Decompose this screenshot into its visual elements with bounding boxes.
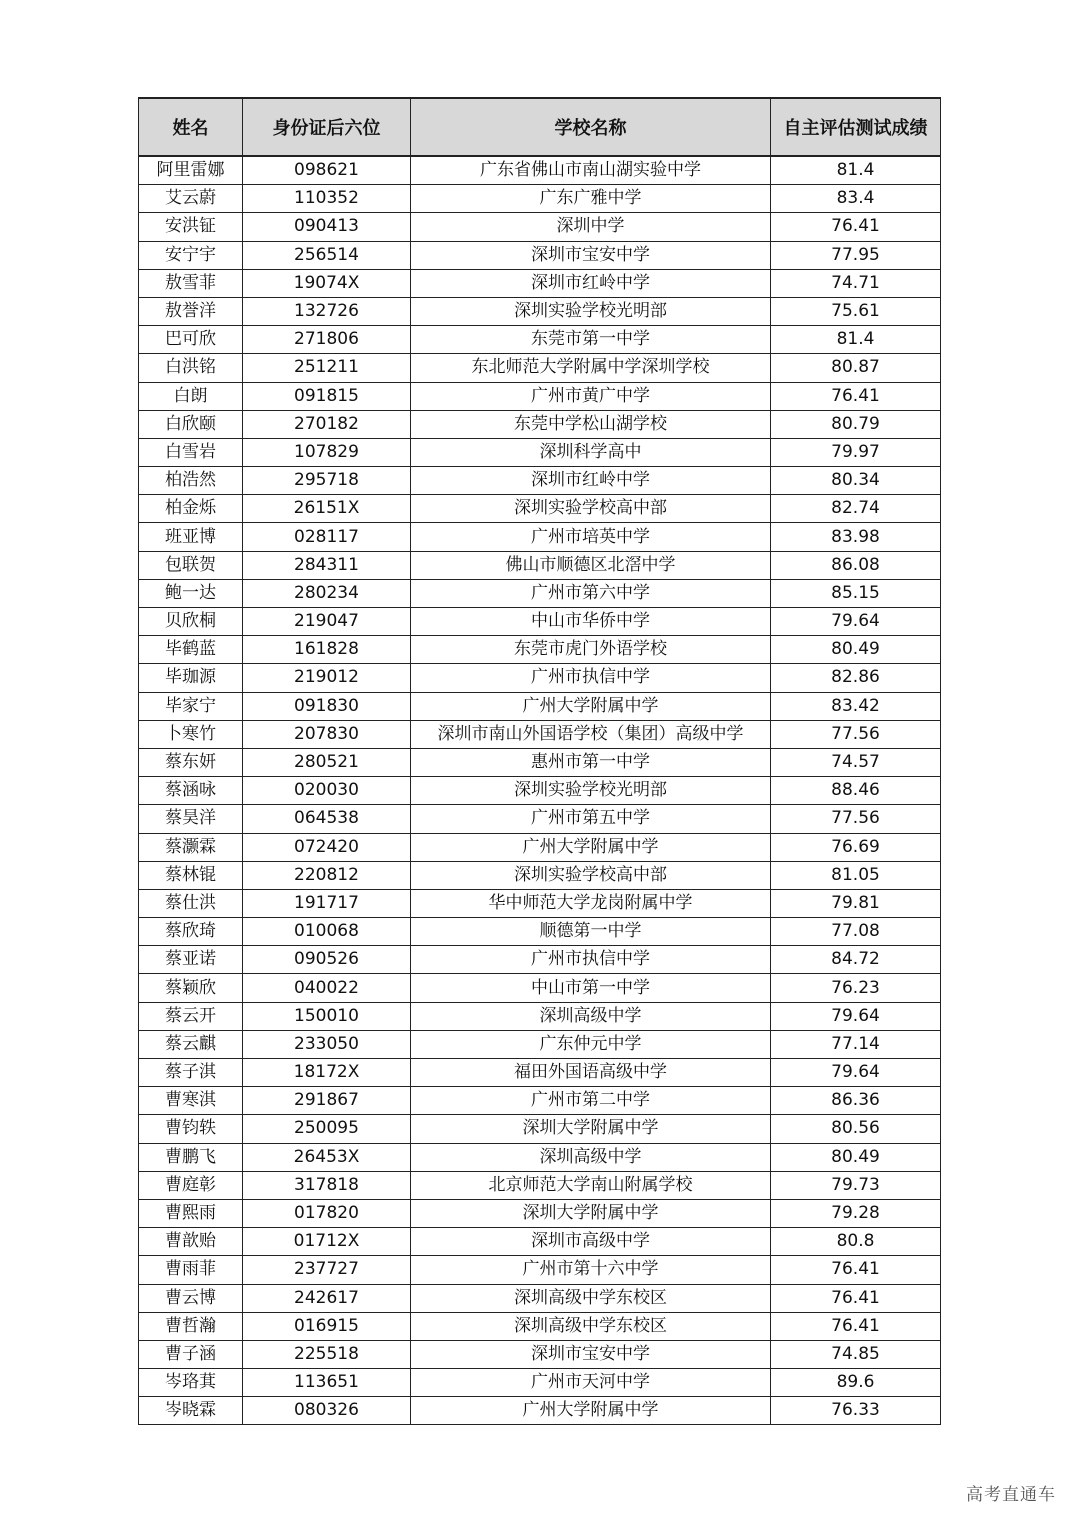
cell-school-name: 深圳科学高中	[411, 438, 771, 466]
cell-school-name: 深圳市宝安中学	[411, 241, 771, 269]
cell-name: 曹熙雨	[139, 1199, 243, 1227]
cell-id-last-six: 161828	[243, 636, 411, 664]
table-row	[139, 467, 941, 495]
cell-score: 76.41	[771, 1312, 941, 1340]
cell-score: 77.95	[771, 241, 941, 269]
cell-school-name: 深圳实验学校高中部	[411, 495, 771, 523]
cell-school-name: 东莞市虎门外语学校	[411, 636, 771, 664]
table-row	[139, 946, 941, 974]
cell-school-name: 深圳市红岭中学	[411, 467, 771, 495]
table-row	[139, 1340, 941, 1368]
table-row	[139, 354, 941, 382]
table-row	[139, 1199, 941, 1227]
cell-id-last-six: 280234	[243, 579, 411, 607]
cell-score: 77.08	[771, 918, 941, 946]
cell-school-name: 深圳高级中学	[411, 1143, 771, 1171]
cell-name: 曹子涵	[139, 1340, 243, 1368]
cell-school-name: 中山市第一中学	[411, 974, 771, 1002]
cell-school-name: 广东广雅中学	[411, 185, 771, 213]
cell-id-last-six: 219012	[243, 664, 411, 692]
table-row	[139, 241, 941, 269]
cell-id-last-six: 191717	[243, 889, 411, 917]
cell-name: 白欣颐	[139, 410, 243, 438]
cell-school-name: 深圳市高级中学	[411, 1228, 771, 1256]
cell-name: 蔡云麒	[139, 1030, 243, 1058]
cell-score: 74.85	[771, 1340, 941, 1368]
cell-score: 82.74	[771, 495, 941, 523]
cell-school-name: 广州市执信中学	[411, 664, 771, 692]
table-row	[139, 974, 941, 1002]
cell-score: 83.42	[771, 692, 941, 720]
header-name: 姓名	[139, 98, 243, 156]
cell-id-last-six: 317818	[243, 1171, 411, 1199]
cell-name: 巴可欣	[139, 326, 243, 354]
cell-name: 安洪钲	[139, 213, 243, 241]
cell-score: 86.36	[771, 1087, 941, 1115]
table-row	[139, 410, 941, 438]
table-row	[139, 889, 941, 917]
cell-score: 80.49	[771, 1143, 941, 1171]
cell-score: 76.69	[771, 833, 941, 861]
table-row	[139, 1059, 941, 1087]
cell-school-name: 深圳高级中学	[411, 1002, 771, 1030]
cell-school-name: 广州市黄广中学	[411, 382, 771, 410]
cell-score: 79.28	[771, 1199, 941, 1227]
cell-name: 蔡亚诺	[139, 946, 243, 974]
cell-school-name: 广州市第五中学	[411, 805, 771, 833]
cell-id-last-six: 016915	[243, 1312, 411, 1340]
table-row	[139, 213, 941, 241]
table-row	[139, 1030, 941, 1058]
cell-name: 白朗	[139, 382, 243, 410]
cell-id-last-six: 091830	[243, 692, 411, 720]
cell-school-name: 广州大学附属中学	[411, 1397, 771, 1425]
table-row	[139, 382, 941, 410]
cell-id-last-six: 18172X	[243, 1059, 411, 1087]
cell-id-last-six: 107829	[243, 438, 411, 466]
header-id-last-six: 身份证后六位	[243, 98, 411, 156]
cell-name: 曹雨菲	[139, 1256, 243, 1284]
cell-name: 艾云蔚	[139, 185, 243, 213]
cell-school-name: 广州大学附属中学	[411, 833, 771, 861]
cell-name: 曹歆贻	[139, 1228, 243, 1256]
table-row	[139, 1284, 941, 1312]
cell-score: 86.08	[771, 551, 941, 579]
cell-id-last-six: 250095	[243, 1115, 411, 1143]
header-school-name: 学校名称	[411, 98, 771, 156]
cell-id-last-six: 271806	[243, 326, 411, 354]
table-row	[139, 720, 941, 748]
cell-score: 79.73	[771, 1171, 941, 1199]
cell-name: 班亚博	[139, 523, 243, 551]
table-row	[139, 579, 941, 607]
cell-score: 81.4	[771, 156, 941, 185]
cell-name: 蔡子淇	[139, 1059, 243, 1087]
cell-school-name: 深圳中学	[411, 213, 771, 241]
cell-id-last-six: 080326	[243, 1397, 411, 1425]
cell-school-name: 东莞市第一中学	[411, 326, 771, 354]
cell-school-name: 中山市华侨中学	[411, 608, 771, 636]
table-row	[139, 1256, 941, 1284]
cell-name: 柏金烁	[139, 495, 243, 523]
cell-school-name: 广州市执信中学	[411, 946, 771, 974]
cell-name: 蔡林锟	[139, 861, 243, 889]
cell-name: 曹寒淇	[139, 1087, 243, 1115]
cell-score: 76.23	[771, 974, 941, 1002]
cell-school-name: 深圳实验学校光明部	[411, 297, 771, 325]
cell-score: 83.98	[771, 523, 941, 551]
table-row	[139, 861, 941, 889]
table-row	[139, 1115, 941, 1143]
cell-name: 敖誉洋	[139, 297, 243, 325]
cell-school-name: 深圳市红岭中学	[411, 269, 771, 297]
table-row	[139, 156, 941, 185]
cell-school-name: 广州市培英中学	[411, 523, 771, 551]
table-row	[139, 1397, 941, 1425]
cell-id-last-six: 150010	[243, 1002, 411, 1030]
cell-school-name: 福田外国语高级中学	[411, 1059, 771, 1087]
cell-school-name: 广州市第二中学	[411, 1087, 771, 1115]
cell-score: 74.57	[771, 748, 941, 776]
cell-id-last-six: 028117	[243, 523, 411, 551]
cell-id-last-six: 26453X	[243, 1143, 411, 1171]
cell-name: 岑晓霖	[139, 1397, 243, 1425]
cell-id-last-six: 090526	[243, 946, 411, 974]
cell-score: 83.4	[771, 185, 941, 213]
cell-name: 蔡涵咏	[139, 777, 243, 805]
table-header	[139, 98, 941, 156]
table-row	[139, 805, 941, 833]
cell-score: 80.56	[771, 1115, 941, 1143]
cell-score: 80.8	[771, 1228, 941, 1256]
table-row	[139, 438, 941, 466]
cell-score: 81.05	[771, 861, 941, 889]
cell-name: 蔡灏霖	[139, 833, 243, 861]
cell-name: 鲍一达	[139, 579, 243, 607]
cell-school-name: 深圳市宝安中学	[411, 1340, 771, 1368]
cell-id-last-six: 242617	[243, 1284, 411, 1312]
table-row	[139, 833, 941, 861]
cell-name: 贝欣桐	[139, 608, 243, 636]
cell-school-name: 深圳大学附属中学	[411, 1199, 771, 1227]
table-row	[139, 1228, 941, 1256]
table-row	[139, 1087, 941, 1115]
cell-name: 毕珈源	[139, 664, 243, 692]
cell-score: 77.56	[771, 720, 941, 748]
table-row	[139, 1002, 941, 1030]
cell-score: 77.14	[771, 1030, 941, 1058]
cell-score: 76.41	[771, 213, 941, 241]
cell-name: 蔡颖欣	[139, 974, 243, 1002]
cell-id-last-six: 256514	[243, 241, 411, 269]
table-body	[139, 156, 941, 1425]
cell-score: 82.86	[771, 664, 941, 692]
table-row	[139, 608, 941, 636]
table-row	[139, 1369, 941, 1397]
cell-name: 蔡欣琦	[139, 918, 243, 946]
cell-id-last-six: 251211	[243, 354, 411, 382]
cell-school-name: 北京师范大学南山附属学校	[411, 1171, 771, 1199]
cell-school-name: 顺德第一中学	[411, 918, 771, 946]
table-row	[139, 1143, 941, 1171]
cell-score: 80.49	[771, 636, 941, 664]
cell-score: 76.41	[771, 1256, 941, 1284]
cell-id-last-six: 207830	[243, 720, 411, 748]
table-row	[139, 326, 941, 354]
cell-id-last-six: 098621	[243, 156, 411, 185]
cell-name: 曹云博	[139, 1284, 243, 1312]
cell-score: 81.4	[771, 326, 941, 354]
cell-name: 卜寒竹	[139, 720, 243, 748]
cell-id-last-six: 072420	[243, 833, 411, 861]
cell-id-last-six: 064538	[243, 805, 411, 833]
cell-id-last-six: 280521	[243, 748, 411, 776]
cell-name: 蔡仕洪	[139, 889, 243, 917]
cell-id-last-six: 020030	[243, 777, 411, 805]
cell-school-name: 广州市第十六中学	[411, 1256, 771, 1284]
cell-school-name: 惠州市第一中学	[411, 748, 771, 776]
cell-name: 曹庭彰	[139, 1171, 243, 1199]
cell-name: 安宁宇	[139, 241, 243, 269]
cell-school-name: 广州市天河中学	[411, 1369, 771, 1397]
cell-school-name: 深圳市南山外国语学校（集团）高级中学	[411, 720, 771, 748]
cell-id-last-six: 090413	[243, 213, 411, 241]
cell-score: 74.71	[771, 269, 941, 297]
cell-school-name: 深圳高级中学东校区	[411, 1312, 771, 1340]
table-row	[139, 551, 941, 579]
header-row	[139, 98, 941, 156]
cell-id-last-six: 26151X	[243, 495, 411, 523]
cell-name: 毕鹤蓝	[139, 636, 243, 664]
cell-school-name: 广州市第六中学	[411, 579, 771, 607]
score-table	[138, 97, 941, 1425]
cell-score: 77.56	[771, 805, 941, 833]
cell-score: 79.81	[771, 889, 941, 917]
cell-id-last-six: 091815	[243, 382, 411, 410]
cell-id-last-six: 220812	[243, 861, 411, 889]
cell-id-last-six: 19074X	[243, 269, 411, 297]
cell-school-name: 广东仲元中学	[411, 1030, 771, 1058]
cell-name: 柏浩然	[139, 467, 243, 495]
cell-score: 79.97	[771, 438, 941, 466]
cell-id-last-six: 110352	[243, 185, 411, 213]
table-row	[139, 495, 941, 523]
table-row	[139, 523, 941, 551]
cell-score: 88.46	[771, 777, 941, 805]
cell-id-last-six: 284311	[243, 551, 411, 579]
cell-id-last-six: 010068	[243, 918, 411, 946]
header-test-score: 自主评估测试成绩	[771, 98, 941, 156]
cell-name: 阿里雷娜	[139, 156, 243, 185]
cell-score: 76.41	[771, 1284, 941, 1312]
cell-name: 包联贺	[139, 551, 243, 579]
cell-name: 曹哲瀚	[139, 1312, 243, 1340]
table-row	[139, 269, 941, 297]
cell-school-name: 深圳实验学校高中部	[411, 861, 771, 889]
cell-score: 79.64	[771, 608, 941, 636]
cell-score: 80.79	[771, 410, 941, 438]
cell-school-name: 佛山市顺德区北滘中学	[411, 551, 771, 579]
cell-name: 毕家宁	[139, 692, 243, 720]
cell-id-last-six: 219047	[243, 608, 411, 636]
table-row	[139, 777, 941, 805]
cell-id-last-six: 233050	[243, 1030, 411, 1058]
cell-score: 80.34	[771, 467, 941, 495]
table-row	[139, 664, 941, 692]
table-row	[139, 185, 941, 213]
cell-id-last-six: 113651	[243, 1369, 411, 1397]
table-row	[139, 748, 941, 776]
table-row	[139, 636, 941, 664]
cell-id-last-six: 225518	[243, 1340, 411, 1368]
cell-id-last-six: 270182	[243, 410, 411, 438]
cell-name: 蔡东妍	[139, 748, 243, 776]
table-row	[139, 1312, 941, 1340]
cell-school-name: 广东省佛山市南山湖实验中学	[411, 156, 771, 185]
cell-name: 岑珞萁	[139, 1369, 243, 1397]
cell-school-name: 华中师范大学龙岗附属中学	[411, 889, 771, 917]
cell-name: 白雪岩	[139, 438, 243, 466]
table-row	[139, 297, 941, 325]
cell-score: 89.6	[771, 1369, 941, 1397]
cell-id-last-six: 132726	[243, 297, 411, 325]
cell-name: 蔡云开	[139, 1002, 243, 1030]
watermark: 高考直通车	[966, 1485, 1056, 1505]
cell-school-name: 东莞中学松山湖学校	[411, 410, 771, 438]
cell-id-last-six: 237727	[243, 1256, 411, 1284]
cell-score: 76.41	[771, 382, 941, 410]
cell-id-last-six: 01712X	[243, 1228, 411, 1256]
cell-id-last-six: 017820	[243, 1199, 411, 1227]
cell-school-name: 东北师范大学附属中学深圳学校	[411, 354, 771, 382]
cell-name: 曹钧轶	[139, 1115, 243, 1143]
cell-score: 76.33	[771, 1397, 941, 1425]
cell-score: 85.15	[771, 579, 941, 607]
cell-school-name: 深圳高级中学东校区	[411, 1284, 771, 1312]
cell-school-name: 深圳实验学校光明部	[411, 777, 771, 805]
table-row	[139, 1171, 941, 1199]
cell-id-last-six: 295718	[243, 467, 411, 495]
cell-name: 敖雪菲	[139, 269, 243, 297]
cell-score: 79.64	[771, 1002, 941, 1030]
table-row	[139, 918, 941, 946]
cell-name: 曹鹏飞	[139, 1143, 243, 1171]
cell-score: 84.72	[771, 946, 941, 974]
cell-name: 蔡昊洋	[139, 805, 243, 833]
cell-school-name: 深圳大学附属中学	[411, 1115, 771, 1143]
cell-name: 白洪铭	[139, 354, 243, 382]
cell-id-last-six: 040022	[243, 974, 411, 1002]
table-row	[139, 692, 941, 720]
cell-score: 80.87	[771, 354, 941, 382]
cell-score: 75.61	[771, 297, 941, 325]
cell-score: 79.64	[771, 1059, 941, 1087]
cell-id-last-six: 291867	[243, 1087, 411, 1115]
cell-school-name: 广州大学附属中学	[411, 692, 771, 720]
